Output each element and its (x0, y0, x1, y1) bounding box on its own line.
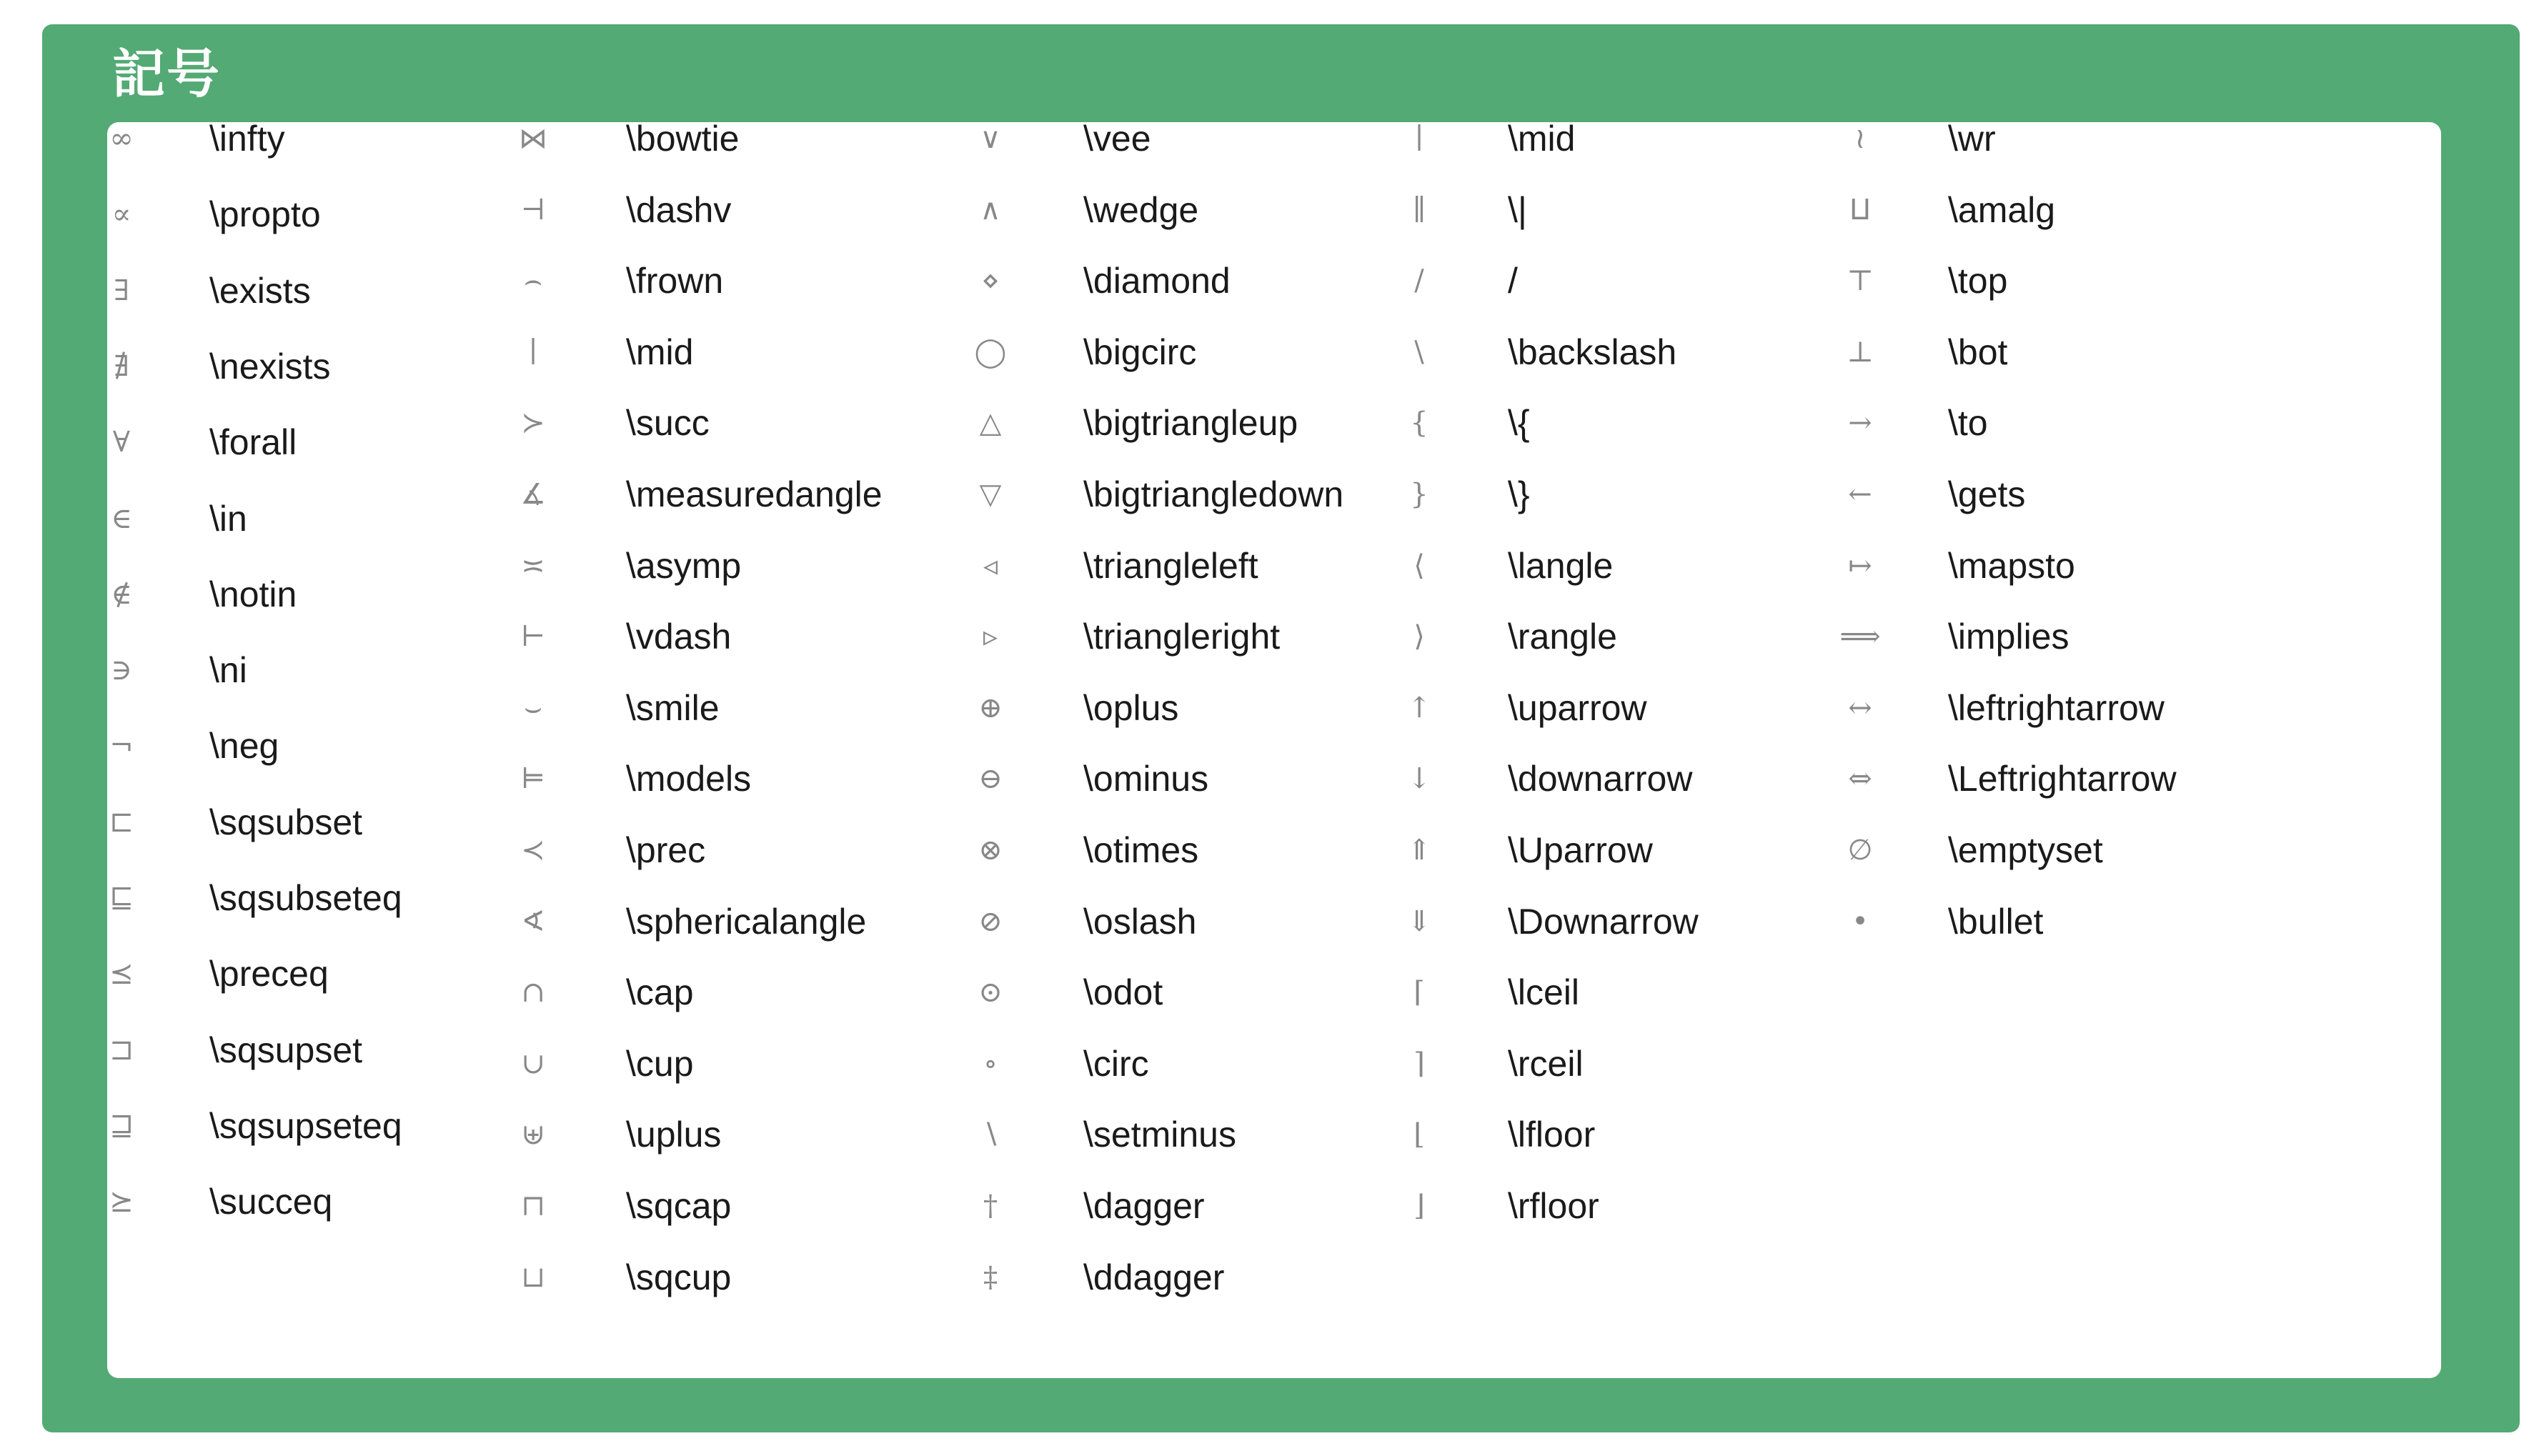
symbol-glyph: ∝ (111, 198, 131, 231)
symbol-glyph: † (983, 1190, 998, 1222)
symbol-row (93, 938, 493, 1009)
symbol-row (962, 1242, 1362, 1313)
symbol-glyph: ⌊ (1413, 1118, 1425, 1151)
symbol-row (505, 957, 905, 1028)
section-title: 記号 (112, 44, 221, 105)
symbol-row (962, 387, 1362, 459)
latex-command: \sqcap (626, 1186, 732, 1226)
symbol-glyph: ∀ (112, 426, 131, 459)
symbol-glyph: ⊥ (1847, 336, 1874, 369)
symbol-row (962, 743, 1362, 814)
latex-command: \bullet (1948, 902, 2044, 942)
latex-command: \ddagger (1083, 1257, 1225, 1297)
latex-command: \neg (209, 726, 279, 766)
latex-command: \vdash (626, 617, 732, 657)
symbol-row (962, 103, 1362, 174)
symbol-glyph: ⊓ (521, 1190, 545, 1222)
latex-command: \sqsupseteq (209, 1106, 402, 1146)
symbol-glyph: ∄ (114, 350, 129, 383)
latex-command: \infty (209, 119, 285, 159)
symbol-row (505, 530, 905, 602)
symbol-row (1391, 103, 1791, 174)
latex-command: \} (1508, 474, 1530, 514)
symbol-row (505, 601, 905, 672)
symbol-row (93, 787, 493, 858)
symbol-row (1391, 387, 1791, 459)
latex-command: \circ (1083, 1044, 1149, 1084)
symbol-glyph: ⟹ (1839, 620, 1881, 653)
latex-command: \dashv (626, 190, 732, 230)
symbol-row (93, 1166, 493, 1237)
latex-command: \asymp (626, 546, 742, 586)
latex-command: \rceil (1508, 1044, 1584, 1084)
symbol-glyph: ← (1848, 478, 1872, 511)
symbol-glyph: ∣ (1415, 122, 1423, 155)
latex-command: \emptyset (1948, 830, 2103, 870)
symbol-glyph: } (1410, 478, 1428, 511)
latex-command: \sqsubseteq (209, 878, 402, 918)
latex-command: \bot (1948, 332, 2008, 372)
latex-command: \bigtriangledown (1083, 474, 1344, 514)
symbol-glyph: / (1414, 264, 1424, 297)
symbol-row (93, 103, 493, 174)
symbol-glyph: ⪯ (109, 957, 134, 990)
latex-command: \gets (1948, 474, 2026, 514)
symbol-row (962, 245, 1362, 316)
symbol-row (1832, 886, 2232, 957)
symbol-glyph: ↔ (1848, 692, 1872, 724)
symbol-glyph: ⊨ (520, 762, 546, 795)
symbol-row (505, 387, 905, 459)
latex-command: \smile (626, 688, 720, 728)
symbol-glyph: { (1410, 407, 1428, 439)
latex-command: \lceil (1508, 972, 1580, 1012)
latex-command: \forall (209, 422, 297, 462)
symbol-glyph: ≍ (521, 549, 545, 582)
symbol-glyph: ∧ (980, 194, 1001, 226)
symbol-row (505, 459, 905, 530)
symbol-row (1832, 459, 2232, 530)
latex-command: \cup (626, 1044, 694, 1084)
symbol-row (1391, 1170, 1791, 1242)
latex-command: \implies (1948, 617, 2070, 657)
symbol-row (1391, 814, 1791, 886)
latex-command: \oplus (1083, 688, 1179, 728)
symbol-row (505, 103, 905, 174)
symbol-row (93, 331, 493, 402)
latex-command: \succ (626, 403, 710, 443)
symbol-glyph: \ (1414, 336, 1424, 369)
latex-command: \exists (209, 271, 311, 311)
symbol-row (93, 407, 493, 478)
latex-command: \measuredangle (626, 474, 883, 514)
symbol-row (962, 672, 1362, 744)
latex-command: \oslash (1083, 902, 1197, 942)
symbol-row (962, 814, 1362, 886)
symbol-glyph: ∈ (111, 502, 132, 535)
symbol-glyph: ≻ (521, 407, 545, 439)
symbol-row (1832, 601, 2232, 672)
symbol-row (93, 559, 493, 630)
latex-command: \langle (1508, 546, 1614, 586)
symbol-glyph: ⇑ (1407, 834, 1431, 867)
symbol-glyph: ∥ (1412, 194, 1426, 226)
symbol-row (1832, 316, 2232, 388)
latex-command: \Leftrightarrow (1948, 759, 2177, 799)
symbol-row (93, 710, 493, 782)
symbol-glyph: ∢ (521, 905, 545, 938)
latex-command: \lfloor (1508, 1115, 1596, 1155)
symbol-glyph: ⟨ (1413, 549, 1425, 582)
latex-command: \notin (209, 574, 297, 614)
latex-command: \otimes (1083, 830, 1199, 870)
symbol-glyph: ◃ (983, 549, 998, 582)
latex-command: \sqcup (626, 1257, 732, 1297)
symbol-row (962, 601, 1362, 672)
symbol-row (93, 634, 493, 706)
symbol-glyph: ⊢ (520, 620, 546, 653)
symbol-glyph: ∡ (520, 478, 546, 511)
symbol-row (1391, 601, 1791, 672)
symbol-row (962, 886, 1362, 957)
symbol-row (93, 1090, 493, 1162)
latex-command: \to (1948, 403, 1988, 443)
latex-command: \prec (626, 830, 706, 870)
symbol-row (1391, 316, 1791, 388)
symbol-row (962, 1170, 1362, 1242)
symbol-row (1391, 672, 1791, 744)
symbol-glyph: ∩ (521, 976, 545, 1009)
symbol-glyph: ⊏ (109, 806, 134, 839)
latex-command: \ni (209, 650, 247, 690)
symbol-row (505, 886, 905, 957)
symbol-glyph: ∖ (981, 1118, 1000, 1151)
symbol-glyph: ⊗ (978, 834, 1003, 867)
latex-command: \models (626, 759, 752, 799)
latex-command: \triangleright (1083, 617, 1281, 657)
latex-command: \sqsupset (209, 1030, 363, 1070)
latex-command: \bigcirc (1083, 332, 1197, 372)
symbol-row (505, 814, 905, 886)
symbol-glyph: ∉ (111, 578, 132, 611)
symbol-row (1391, 245, 1791, 316)
latex-command: \rfloor (1508, 1186, 1599, 1226)
latex-command: \sphericalangle (626, 902, 867, 942)
symbol-row (93, 179, 493, 250)
symbol-row (962, 1099, 1362, 1170)
latex-command: \preceq (209, 954, 329, 994)
symbol-row (1391, 886, 1791, 957)
symbol-row (505, 743, 905, 814)
symbol-glyph: ¬ (109, 729, 134, 762)
symbol-glyph: ⨿ (1849, 194, 1871, 226)
symbol-glyph: ∋ (111, 654, 132, 687)
symbol-row (505, 1170, 905, 1242)
symbol-glyph: ↦ (1848, 549, 1872, 582)
latex-command: \vee (1083, 119, 1151, 159)
symbol-glyph: ∘ (983, 1047, 998, 1080)
symbol-glyph: ↑ (1407, 692, 1431, 724)
latex-command: \downarrow (1508, 759, 1693, 799)
symbol-row (505, 245, 905, 316)
symbol-glyph: ∞ (109, 122, 134, 155)
symbol-row (1391, 1028, 1791, 1100)
latex-command: \amalg (1948, 190, 2056, 230)
symbol-row (1832, 743, 2232, 814)
symbol-glyph: △ (979, 407, 1002, 439)
symbol-row (962, 1028, 1362, 1100)
symbol-glyph: ⊤ (1847, 264, 1874, 297)
symbol-row (1832, 387, 2232, 459)
latex-command: \wedge (1083, 190, 1199, 230)
symbols-section (42, 24, 2520, 1432)
latex-command: \Uparrow (1508, 830, 1653, 870)
symbol-glyph: ⊘ (978, 905, 1003, 938)
latex-command: / (1508, 261, 1518, 301)
latex-command: \frown (626, 261, 724, 301)
symbol-row (1391, 174, 1791, 246)
symbol-glyph: ⊣ (520, 194, 546, 226)
symbol-glyph: ‡ (983, 1261, 998, 1294)
latex-command: \Downarrow (1508, 902, 1699, 942)
symbol-glyph: ∃ (114, 274, 129, 307)
symbol-glyph: ⊒ (109, 1110, 134, 1142)
symbol-row (962, 957, 1362, 1028)
latex-command: \sqsubset (209, 802, 363, 842)
symbol-glyph: ⌉ (1413, 1047, 1425, 1080)
latex-command: \triangleleft (1083, 546, 1258, 586)
symbol-row (505, 1028, 905, 1100)
symbol-glyph: ⇓ (1407, 905, 1431, 938)
symbol-row (1832, 245, 2232, 316)
symbol-row (962, 174, 1362, 246)
symbol-glyph: ⌣ (523, 692, 543, 724)
latex-command: \top (1948, 261, 2008, 301)
symbol-glyph: ⇔ (1848, 762, 1872, 795)
symbol-row (1391, 530, 1791, 602)
latex-command: \odot (1083, 972, 1163, 1012)
latex-command: \ominus (1083, 759, 1209, 799)
latex-command: \leftrightarrow (1948, 688, 2165, 728)
symbol-glyph: ∅ (1847, 834, 1873, 867)
symbol-glyph: ∪ (521, 1047, 545, 1080)
symbol-glyph: ◯ (974, 336, 1007, 369)
symbol-row (93, 862, 493, 934)
symbol-glyph: ⋄ (981, 264, 1000, 297)
latex-command: \backslash (1508, 332, 1677, 372)
latex-command: \mid (626, 332, 694, 372)
symbol-glyph: ⌈ (1413, 976, 1425, 1009)
symbol-row (962, 316, 1362, 388)
latex-command: \nexists (209, 346, 331, 387)
symbol-row (1832, 174, 2232, 246)
symbol-row (1832, 814, 2232, 886)
symbol-row (1832, 672, 2232, 744)
latex-command: \succeq (209, 1182, 333, 1222)
symbol-row (505, 316, 905, 388)
latex-command: \bowtie (626, 119, 740, 159)
latex-command: \wr (1948, 119, 1996, 159)
symbol-row (1832, 103, 2232, 174)
latex-command: \cap (626, 972, 694, 1012)
symbol-glyph: ▽ (979, 478, 1002, 511)
latex-command: \rangle (1508, 617, 1617, 657)
symbol-glyph: ⊎ (521, 1118, 545, 1151)
symbol-glyph: ⊔ (521, 1261, 545, 1294)
symbol-glyph: ⊕ (978, 692, 1003, 724)
symbol-row (1391, 743, 1791, 814)
latex-command: \diamond (1083, 261, 1231, 301)
symbol-row (505, 672, 905, 744)
latex-command: \mid (1508, 119, 1576, 159)
symbol-glyph: ⊑ (109, 882, 134, 914)
symbol-glyph: ∨ (980, 122, 1001, 155)
symbol-glyph: ⟩ (1413, 620, 1425, 653)
symbol-row (505, 174, 905, 246)
latex-command: \{ (1508, 403, 1530, 443)
symbol-glyph: ≀ (1854, 122, 1866, 155)
symbol-row (1832, 530, 2232, 602)
symbol-glyph: ⊖ (978, 762, 1003, 795)
symbol-row (505, 1242, 905, 1313)
symbol-glyph: ▹ (983, 620, 998, 653)
latex-command: \in (209, 499, 247, 539)
symbol-row (962, 530, 1362, 602)
symbol-row (1391, 459, 1791, 530)
symbol-row (962, 459, 1362, 530)
latex-command: \propto (209, 194, 321, 234)
symbol-glyph: ⊐ (109, 1034, 134, 1067)
latex-command: \| (1508, 190, 1527, 230)
symbol-glyph: ⊙ (978, 976, 1003, 1009)
symbol-table (107, 119, 2441, 1378)
symbol-row (93, 483, 493, 554)
symbol-row (1391, 1099, 1791, 1170)
latex-command: \bigtriangleup (1083, 403, 1298, 443)
symbol-glyph: ≺ (521, 834, 545, 867)
symbol-glyph: ∣ (529, 336, 537, 369)
symbol-row (93, 1014, 493, 1086)
symbol-row (1391, 957, 1791, 1028)
latex-command: \uparrow (1508, 688, 1647, 728)
latex-command: \setminus (1083, 1115, 1236, 1155)
symbol-glyph: ⋈ (519, 122, 547, 155)
symbol-glyph: • (1852, 905, 1869, 938)
symbol-row (93, 255, 493, 326)
symbol-row (505, 1099, 905, 1170)
symbol-glyph: → (1848, 407, 1872, 439)
symbol-glyph: ⌋ (1413, 1190, 1425, 1222)
symbol-glyph: ⪰ (109, 1185, 134, 1218)
symbol-glyph: ↓ (1407, 762, 1431, 795)
latex-command: \dagger (1083, 1186, 1205, 1226)
latex-command: \uplus (626, 1115, 722, 1155)
symbol-glyph: ⌢ (523, 264, 543, 297)
latex-command: \mapsto (1948, 546, 2075, 586)
